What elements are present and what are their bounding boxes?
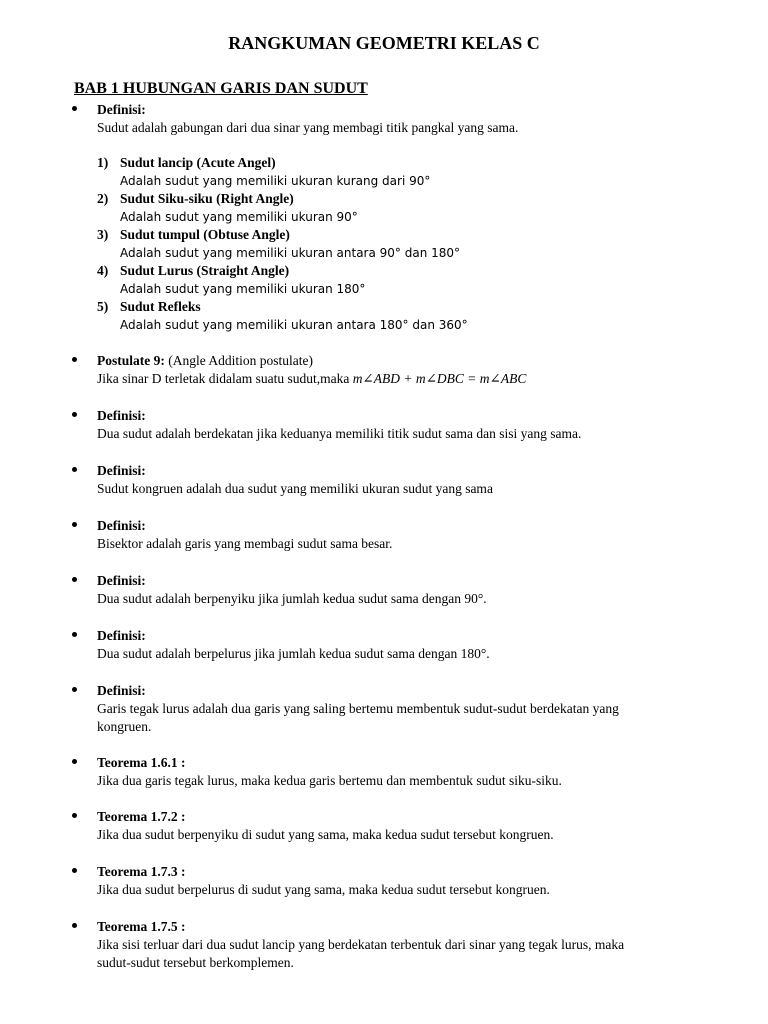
item-heading: Teorema 1.7.2 : — [97, 809, 186, 824]
bullet-icon — [72, 357, 77, 362]
postulate-formula: m∠ABD + m∠DBC = m∠ABC — [352, 371, 527, 386]
item-heading: Teorema 1.7.3 : — [97, 864, 186, 879]
item-text: Jika sisi terluar dari dua sudut lancip yang berdekatan terbentuk dari sinar yang tegak lurus, maka — [97, 937, 625, 952]
item-number: 1) — [97, 155, 109, 170]
item-text: Bisektor adalah garis yang membagi sudut sama besar. — [97, 536, 393, 551]
item-text: Sudut adalah gabungan dari dua sinar yang membagi titik pangkal yang sama. — [97, 120, 519, 135]
item-heading: Definisi: — [97, 573, 146, 588]
item-text: Dua sudut adalah berpelurus jika jumlah kedua sudut sama dengan 180°. — [97, 646, 490, 661]
angle-type-name: Sudut Refleks — [120, 299, 201, 314]
bullet-icon — [72, 923, 77, 928]
document-title: RANGKUMAN GEOMETRI KELAS C — [228, 33, 540, 53]
item-number: 5) — [97, 299, 109, 314]
bullet-icon — [72, 412, 77, 417]
item-text: sudut-sudut tersebut berkomplemen. — [97, 955, 294, 970]
angle-type-name: Sudut Lurus (Straight Angle) — [120, 263, 290, 278]
item-text: kongruen. — [97, 719, 152, 734]
item-number: 3) — [97, 227, 109, 242]
angle-type-desc: Adalah sudut yang memiliki ukuran 90° — [120, 210, 358, 224]
item-text: Dua sudut adalah berpenyiku jika jumlah kedua sudut sama dengan 90°. — [97, 591, 487, 606]
angle-type-name: Sudut Siku-siku (Right Angle) — [120, 191, 294, 206]
angle-type-desc: Adalah sudut yang memiliki ukuran antara 90° dan 180° — [120, 246, 461, 260]
bullet-icon — [72, 868, 77, 873]
item-number: 2) — [97, 191, 109, 206]
chapter-heading: BAB 1 HUBUNGAN GARIS DAN SUDUT — [74, 80, 368, 97]
angle-type-name: Sudut tumpul (Obtuse Angle) — [120, 227, 290, 242]
bullet-icon — [72, 106, 77, 111]
item-text: Garis tegak lurus adalah dua garis yang saling bertemu membentuk sudut-sudut berdekatan yang — [97, 701, 619, 716]
angle-type-desc: Adalah sudut yang memiliki ukuran kurang dari 90° — [120, 174, 431, 188]
item-heading: Definisi: — [97, 683, 146, 698]
item-text: Dua sudut adalah berdekatan jika keduanya memiliki titik sudut sama dan sisi yang sama. — [97, 426, 582, 441]
bullet-icon — [72, 759, 77, 764]
item-heading: Definisi: — [97, 628, 146, 643]
item-heading: Teorema 1.6.1 : — [97, 755, 186, 770]
angle-type-desc: Adalah sudut yang memiliki ukuran antara 180° dan 360° — [120, 318, 468, 332]
postulate-text: Jika sinar D terletak didalam suatu sudut,maka — [97, 371, 353, 386]
item-heading: Definisi: — [97, 518, 146, 533]
angle-type-desc: Adalah sudut yang memiliki ukuran 180° — [120, 282, 366, 296]
bullet-icon — [72, 813, 77, 818]
item-text: Jika dua sudut berpelurus di sudut yang sama, maka kedua sudut tersebut kongruen. — [97, 882, 550, 897]
item-heading: Definisi: — [97, 463, 146, 478]
bullet-icon — [72, 522, 77, 527]
item-text: Sudut kongruen adalah dua sudut yang memiliki ukuran sudut yang sama — [97, 481, 493, 496]
bullet-icon — [72, 467, 77, 472]
postulate-subtitle: (Angle Addition postulate) — [164, 353, 313, 368]
item-text: Jika dua sudut berpenyiku di sudut yang sama, maka kedua sudut tersebut kongruen. — [97, 827, 554, 842]
item-number: 4) — [97, 263, 109, 278]
angle-type-name: Sudut lancip (Acute Angel) — [120, 155, 276, 170]
bullet-icon — [72, 632, 77, 637]
bullet-icon — [72, 577, 77, 582]
postulate-heading: Postulate 9: — [97, 353, 165, 368]
item-heading: Definisi: — [97, 408, 146, 423]
item-text: Jika dua garis tegak lurus, maka kedua garis bertemu dan membentuk sudut siku-siku. — [97, 773, 562, 788]
item-heading: Teorema 1.7.5 : — [97, 919, 186, 934]
bullet-icon — [72, 687, 77, 692]
item-heading: Definisi: — [97, 102, 146, 117]
